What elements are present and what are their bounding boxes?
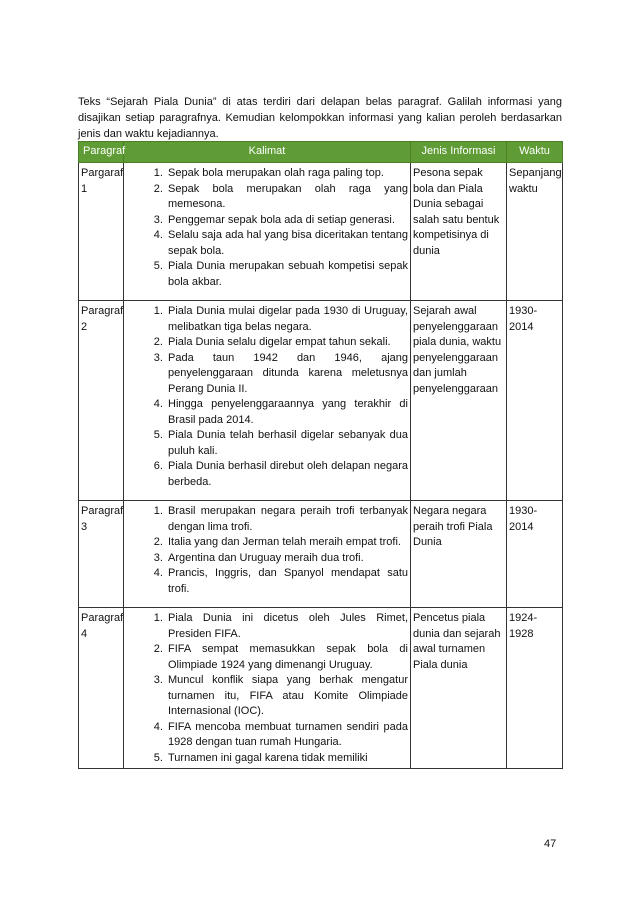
table-row (79, 608, 563, 769)
table-header-row (79, 142, 563, 163)
table-row (79, 501, 563, 608)
sentence-item: 2. FIFA sempat memasukkan sepak bola di Olimpiade 1924 yang dimenangi Uruguay. (166, 642, 408, 673)
sentence-item: 1. Piala Dunia ini dicetus oleh Jules Rimet, Presiden FIFA. (166, 611, 408, 642)
information-type: Pencetus piala dunia dan sejarah awal turnamen Piala dunia (411, 608, 507, 769)
header-kalimat: Kalimat (124, 142, 411, 163)
information-type: Negara negara peraih trofi Piala Dunia (411, 501, 507, 608)
sentences-cell (124, 163, 411, 301)
sentence-item: 5. Turnamen ini gagal karena tidak memiliki (166, 751, 408, 767)
sentence-item: 5. Piala Dunia telah berhasil digelar sebanyak dua puluh kali. (166, 428, 408, 459)
sentence-item: 4. Selalu saja ada hal yang bisa diceritakan tentang sepak bola. (166, 228, 408, 259)
table-row (79, 301, 563, 501)
sentences-cell (124, 501, 411, 608)
sentence-item: 4. Hingga penyelenggaraannya yang terakhir di Brasil pada 2014. (166, 397, 408, 428)
sentence-item: 4. FIFA mencoba membuat turnamen sendiri pada 1928 dengan tuan rumah Hungaria. (166, 720, 408, 751)
page-number: 47 (544, 838, 557, 850)
paragraph-label: Pargaraf 1 (79, 163, 124, 301)
sentence-item: 1. Sepak bola merupakan olah raga paling top. (166, 166, 408, 182)
sentence-item: 2. Sepak bola merupakan olah raga yang memesona. (166, 182, 408, 213)
paragraph-label: Paragraf 4 (79, 608, 124, 769)
sentence-item: 3. Argentina dan Uruguay meraih dua trofi. (166, 551, 408, 567)
time-period: 1930-2014 (507, 301, 563, 501)
sentence-item: 6. Piala Dunia berhasil direbut oleh delapan negara berbeda. (166, 459, 408, 490)
sentence-item: 1. Piala Dunia mulai digelar pada 1930 di Uruguay, melibatkan tiga belas negara. (166, 304, 408, 335)
header-paragraf: Paragraf (79, 142, 124, 163)
information-table (78, 141, 563, 769)
time-period: 1924-1928 (507, 608, 563, 769)
time-period: 1930-2014 (507, 501, 563, 608)
sentence-item: 3. Penggemar sepak bola ada di setiap generasi. (166, 213, 408, 229)
sentence-item: 4. Prancis, Inggris, dan Spanyol mendapat satu trofi. (166, 566, 408, 597)
table-row (79, 163, 563, 301)
paragraph-label: Paragraf 3 (79, 501, 124, 608)
intro-paragraph: Teks “Sejarah Piala Dunia” di atas terdiri dari delapan belas paragraf. Galilah informasi yang disajikan setiap paragrafnya. Kemudian kelompokkan informasi yang kalian peroleh berdasarkan jenis dan waktu kejadiannya. (78, 96, 562, 140)
sentence-item: 5. Piala Dunia merupakan sebuah kompetisi sepak bola akbar. (166, 259, 408, 290)
information-type: Sejarah awal penyelenggaraan piala dunia, waktu penyelenggaraan dan jumlah penyelenggaraan (411, 301, 507, 501)
header-jenis-informasi: Jenis Informasi (411, 142, 507, 163)
paragraph-label: Paragraf 2 (79, 301, 124, 501)
sentence-item: 3. Muncul konflik siapa yang berhak mengatur turnamen itu, FIFA atau Komite Olimpiade Internasional (IOC). (166, 673, 408, 720)
sentence-item: 3. Pada taun 1942 dan 1946, ajang penyelenggaraan ditunda karena meletusnya Perang Dunia II. (166, 351, 408, 398)
header-waktu: Waktu (507, 142, 563, 163)
sentences-cell (124, 301, 411, 501)
time-period: Sepanjang waktu (507, 163, 563, 301)
information-type: Pesona sepak bola dan Piala Dunia sebagai salah satu bentuk kompetisinya di dunia (411, 163, 507, 301)
sentence-item: 1. Brasil merupakan negara peraih trofi terbanyak dengan lima trofi. (166, 504, 408, 535)
sentence-item: 2. Piala Dunia selalu digelar empat tahun sekali. (166, 335, 408, 351)
sentences-cell (124, 608, 411, 769)
sentence-item: 2. Italia yang dan Jerman telah meraih empat trofi. (166, 535, 408, 551)
